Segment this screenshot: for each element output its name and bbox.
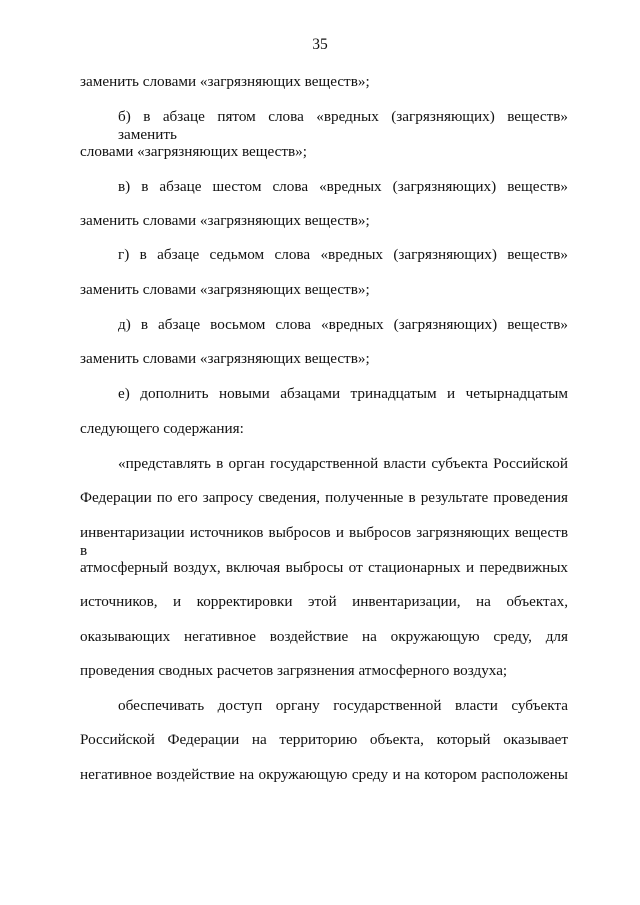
text-line: заменить словами «загрязняющих веществ»; [80, 350, 370, 367]
text-line: обеспечивать доступ органу государственной власти субъекта [118, 697, 568, 714]
text-line: Российской Федерации на территорию объекта, который оказывает [80, 731, 568, 748]
text-line: заменить словами «загрязняющих веществ»; [80, 281, 370, 298]
text-line: Федерации по его запросу сведения, полученные в результате проведения [80, 489, 568, 506]
text-line: источников, и корректировки этой инвентаризации, на объектах, [80, 593, 568, 610]
text-line: следующего содержания: [80, 420, 244, 437]
text-line: оказывающих негативное воздействие на окружающую среду, для [80, 628, 568, 645]
text-line: г) в абзаце седьмом слова «вредных (загрязняющих) веществ» [118, 246, 568, 263]
text-line: негативное воздействие на окружающую среду и на котором расположены [80, 766, 568, 783]
text-line: д) в абзаце восьмом слова «вредных (загрязняющих) веществ» [118, 316, 568, 333]
text-line: атмосферный воздух, включая выбросы от стационарных и передвижных [80, 559, 568, 576]
text-line: е) дополнить новыми абзацами тринадцатым и четырнадцатым [118, 385, 568, 402]
text-line: «представлять в орган государственной власти субъекта Российской [118, 455, 568, 472]
text-line: проведения сводных расчетов загрязнения атмосферного воздуха; [80, 662, 508, 679]
text-line: в) в абзаце шестом слова «вредных (загрязняющих) веществ» [118, 178, 568, 195]
text-line: заменить словами «загрязняющих веществ»; [80, 73, 370, 90]
page-number: 35 [312, 36, 328, 53]
text-line: б) в абзаце пятом слова «вредных (загрязняющих) веществ» заменить [118, 108, 568, 143]
text-line: заменить словами «загрязняющих веществ»; [80, 212, 370, 229]
text-line: инвентаризации источников выбросов и выбросов загрязняющих веществ в [80, 524, 568, 559]
text-line: словами «загрязняющих веществ»; [80, 143, 307, 160]
